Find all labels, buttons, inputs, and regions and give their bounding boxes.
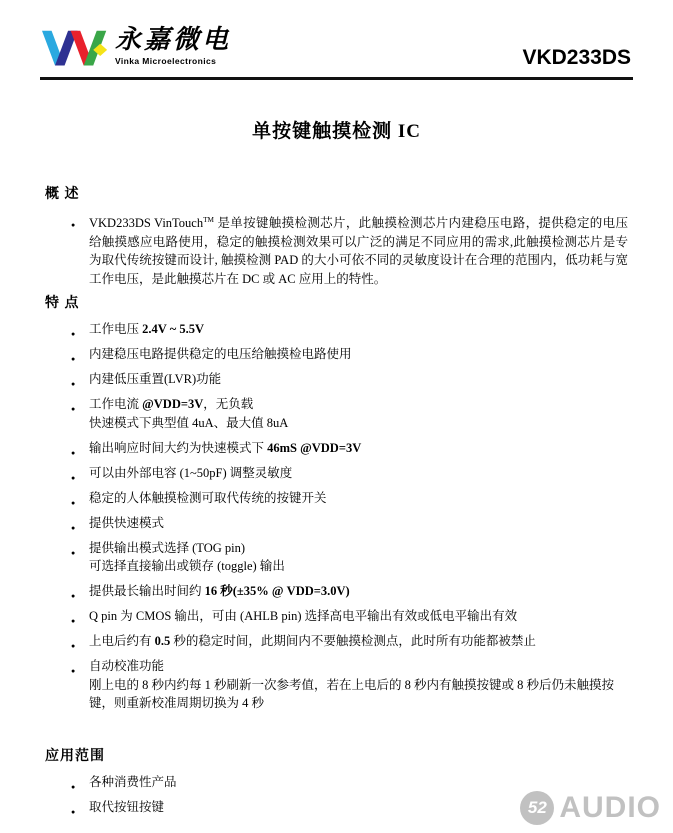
text-segment: Q pin 为 CMOS 输出，可由 (AHLB pin) 选择高电平输出有效或低电平输出有效 [89,609,518,624]
text-segment: 工作电压 [89,322,143,337]
item-continuation-line [65,557,628,576]
item-line [65,395,628,414]
list-item [65,464,628,483]
item-line [65,370,628,389]
text-segment: 输出响应时间大约为快速模式下 [89,440,268,455]
text-segment: 提供快速模式 [89,515,165,530]
text-segment: 提供输出模式选择 (TOG pin) [89,540,246,555]
text-segment: @VDD=3V [142,397,204,412]
text-segment: ，无负载 [203,397,254,412]
watermark-circle-icon: 52 [520,791,554,825]
item-line [65,464,628,483]
section-overview [45,183,628,288]
watermark-label: AUDIO [559,791,661,824]
list-item [65,489,628,508]
text-segment: 自动校准功能 [89,659,165,674]
text-segment: 上电后约有 [89,634,155,649]
list-item [65,370,628,389]
sections [0,183,673,816]
section-heading: 应用范围 [45,748,105,764]
list-item [65,607,628,626]
brand-name-en: Vinka Microelectronics [115,55,217,66]
text-segment: 秒的稳定时间，此期间内不要触摸检测点，此时所有功能都被禁止 [170,634,536,649]
text-segment: 可选择直接输出或锁存 (toggle) 输出 [89,559,285,574]
item-line [65,607,628,626]
item-line [65,657,628,676]
text-segment: 0.5 [154,634,171,649]
item-line [65,320,628,339]
vinka-diamonds-logo [42,26,108,72]
section-features [45,292,628,713]
brand-block [42,26,231,72]
brand-text [115,26,231,66]
list-item [65,395,628,432]
text-segment: 取代按钮按键 [89,799,165,814]
text-segment: 各种消费性产品 [89,774,177,789]
text-segment: 可以由外部电容 (1~50pF) 调整灵敏度 [89,465,293,480]
text-segment: TM [203,216,214,224]
item-line [65,489,628,508]
header-divider [40,77,633,80]
item-continuation-line [65,414,628,433]
item-line [65,539,628,558]
text-segment: 刚上电的 8 秒内约每 1 秒刷新一次参考值，若在上电后的 8 秒内有触摸按键或 8 秒后仍未触摸按键，则重新校准周期切换为 4 秒 [89,677,615,711]
section-heading: 概 述 [45,187,80,202]
brand-name-cn: 永嘉微电 [115,25,232,54]
list-item [65,539,628,576]
list-item [65,582,628,601]
item-line [65,773,628,792]
item-line [65,439,628,458]
text-segment: 2.4V ~ 5.5V [142,322,204,337]
text-segment: 是单按键触摸检测芯片，此触摸检测芯片内建稳压电路，提供稳定的电压给触摸感应电路使用，稳定的触摸检测效果可以广泛的满足不同应用的需求,此触摸检测芯片是专为取代传统按键而设计, 触摸检测 PAD 的大小可依不同的灵敏度设计在合理的范围内，低功耗与宽工作电压，是此触摸芯片在 DC 或 AC 应用上的特性。 [89,216,628,286]
text-segment: 46mS @VDD=3V [267,440,362,455]
item-line [65,514,628,533]
list-item [65,632,628,651]
list-item [65,439,628,458]
list-item [65,514,628,533]
text-segment: 内建稳压电路提供稳定的电压给触摸检电路使用 [89,347,352,362]
text-segment: 内建低压重置(LVR)功能 [89,372,222,387]
text-segment: 16 秒(±35% @ VDD=3.0V) [204,584,350,599]
item-line [65,211,628,288]
list-item [65,657,628,713]
text-segment: 稳定的人体触摸检测可取代传统的按键开关 [89,490,327,505]
bullet-list [45,211,628,288]
item-continuation-line [65,676,628,713]
text-segment: 快速模式下典型值 4uA、最大值 8uA [89,415,289,430]
list-item [65,345,628,364]
part-number: VKD233DS [522,46,631,69]
list-item [65,211,628,288]
watermark-52audio [520,791,661,825]
text-segment: 工作电流 [89,397,143,412]
page-title: 单按键触摸检测 IC [252,121,421,142]
item-line [65,632,628,651]
list-item [65,320,628,339]
item-line [65,582,628,601]
item-line [65,345,628,364]
text-segment: VKD233DS VinTouch [89,216,204,231]
page-header [0,0,673,72]
bullet-list [45,320,628,713]
section-heading: 特 点 [45,296,80,312]
text-segment: 提供最长输出时间约 [89,584,205,599]
list-item [65,773,628,792]
